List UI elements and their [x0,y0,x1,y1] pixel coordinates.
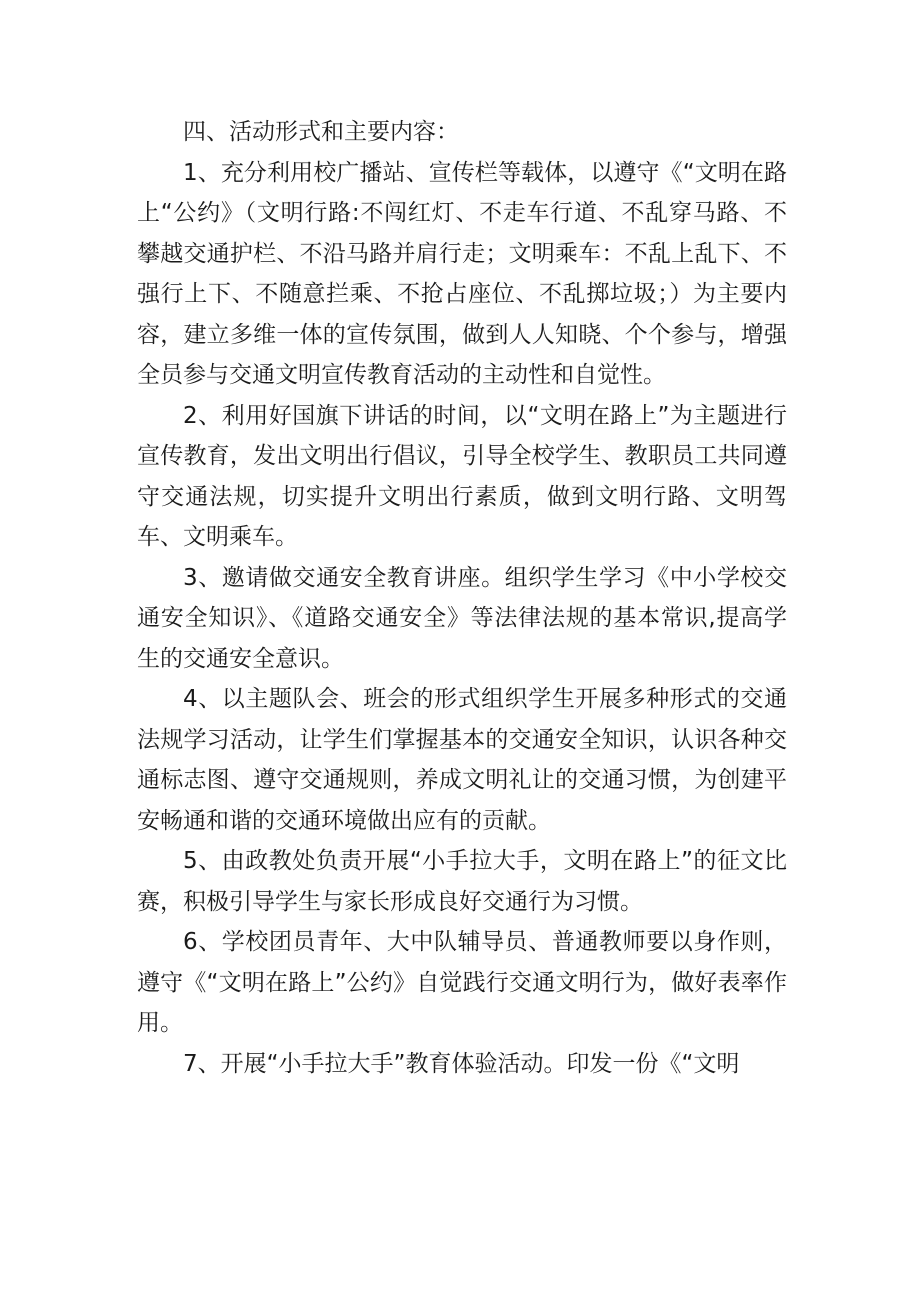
paragraph-item-6: 6、学校团员青年、大中队辅导员、普通教师要以身作则，遵守《“文明在路上”公约》自觉践行交通文明行为，做好表率作用。 [137,929,787,1036]
paragraph-item-5: 5、由政教处负责开展“小手拉大手，文明在路上”的征文比赛，积极引导学生与家长形成良好交通行为习惯。 [137,848,787,915]
paragraph-item-1: 1、充分利用校广播站、宣传栏等载体，以遵守《“文明在路上“公约》（文明行路:不闯红灯、不走车行道、不乱穿马路、不攀越交通护栏、不沿马路并肩行走；文明乘车：不乱上乱下、不强行上下、不随意拦乘、不抢占座位、不乱掷垃圾；）为主要内容，建立多维一体的宣传氛围，做到人人知晓、个个参与，增强全员参与交通文明宣传教育活动的主动性和自觉性。 [137,159,787,388]
paragraph-item-2: 2、利用好国旗下讲话的时间，以“文明在路上”为主题进行宣传教育，发出文明出行倡议，引导全校学生、教职员工共同遵守交通法规，切实提升文明出行素质，做到文明行路、文明驾车、文明乘车。 [137,402,787,550]
paragraph-item-7: 7、开展“小手拉大手”教育体验活动。印发一份《“文明 [183,1050,740,1077]
paragraph-item-3: 3、邀请做交通安全教育讲座。组织学生学习《中小学校交通安全知识》、《道路交通安全》等法律法规的基本常识,提高学生的交通安全意识。 [137,564,787,672]
section-heading: 四、活动形式和主要内容： [183,119,459,145]
document-body [137,112,787,1084]
paragraph-item-4: 4、以主题队会、班会的形式组织学生开展多种形式的交通法规学习活动，让学生们掌握基本的交通安全知识，认识各种交通标志图、遵守交通规则，养成文明礼让的交通习惯，为创建平安畅通和谐的交通环境做出应有的贡献。 [137,686,787,834]
